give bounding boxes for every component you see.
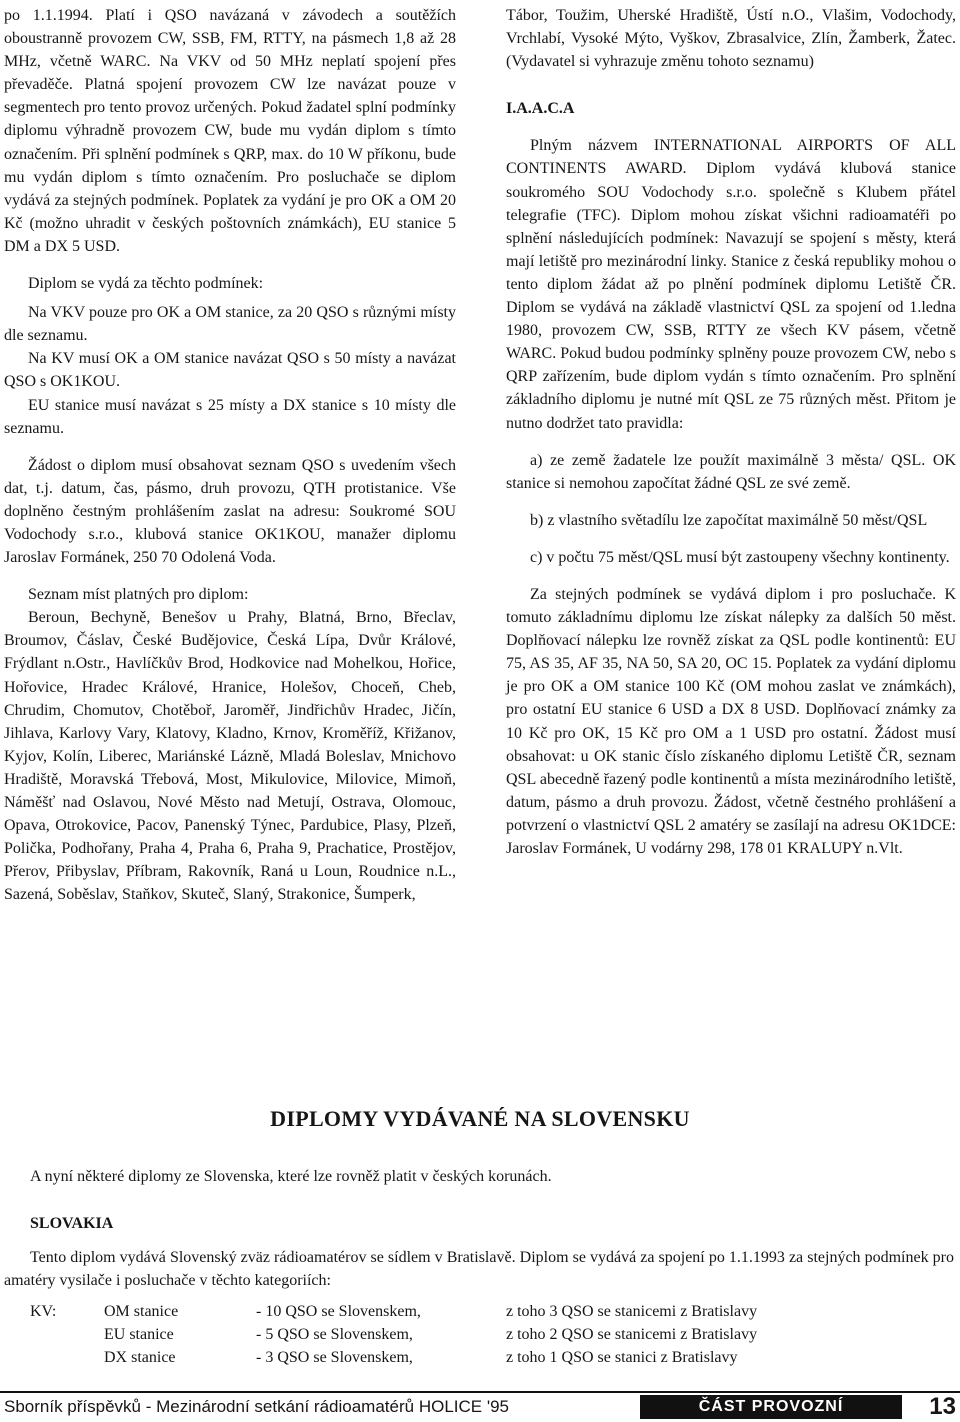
footer-rule bbox=[0, 1391, 960, 1393]
application-paragraph: Žádost o diplom musí obsahovat seznam QSO s uvedením všech dat, t.j. datum, čas, pásmo, druh provozu, QTH protistanice. Vše doplněno čestným prohlášením zaslat na adresu: Soukromé SOU Vodochody s.r.o., klubová stanice OK1KOU, manažer diplomu Jaroslav Formánek, 250 70 Odolená Voda. bbox=[4, 456, 456, 567]
iaaca-title: I.A.A.C.A bbox=[506, 100, 575, 118]
condition-kv: Na KV musí OK a OM stanice navázat QSO s 50 místy a navázat QSO s OK1KOU. bbox=[4, 350, 456, 391]
condition-vkv: Na VKV pouze pro OK a OM stanice, za 20 QSO s různými místy dle seznamu. bbox=[4, 304, 456, 345]
qso-requirement: - 5 QSO se Slovenskem, bbox=[256, 1326, 413, 1343]
page-number: 13 bbox=[929, 1393, 956, 1420]
intro-paragraph: po 1.1.1994. Platí i QSO navázaná v závodech a soutěžích oboustranně provozem CW, SSB, FM, RTTY, na pásmech 1,8 až 28 MHz, včetně WARC. Na VKV od 50 MHz neplatí spojení přes převaděče. Platná spojení provozem CW lze navázat pouze v segmentech pro tento provoz určených. Pokud žadatel splní podmínky diplomu výhradně provozem CW, bude mu vydán diplom s tímto označením. Při splnění podmínek s QRP, max. do 10 W příkonu, bude mu vydán diplom s tímto označením. Pro posluchače se diplom vydává za stejných podmínek. Poplatek za vydání je pro OK a OM 20 Kč (možno uhradit v českých poštovních známkách), EU stanice 5 DM a DX 5 USD. bbox=[4, 7, 456, 255]
conditions-heading: Diplom se vydá za těchto podmínek: bbox=[28, 275, 264, 293]
places-list-continued: Tábor, Toužim, Uherské Hradiště, Ústí n.O., Vlašim, Vodochody, Vrchlabí, Vysoké Mýto, Vyškov, Zbrasalvice, Zlín, Žamberk, Žatec. (Vydavatel si vyhrazuje změnu tohoto seznamu) bbox=[506, 7, 956, 71]
condition-eu: EU stanice musí navázat s 25 místy a DX stanice s 10 místy dle seznamu. bbox=[4, 396, 456, 437]
footer-title: Sborník příspěvků - Mezinárodní setkání rádioamatérů HOLICE '95 bbox=[4, 1397, 509, 1416]
category-label: OM stanice bbox=[104, 1303, 179, 1320]
left-column bbox=[4, 4, 456, 906]
slovakia-body: Tento diplom vydává Slovenský zväz rádioamatérov se sídlem v Bratislavě. Diplom se vydává za spojení po 1.1.1993 za stejných podmínek pro amatéry vysilače i posluchače v těchto kategoriích: bbox=[4, 1249, 954, 1289]
qso-requirement: - 10 QSO se Slovenskem, bbox=[256, 1303, 421, 1320]
section-title: DIPLOMY VYDÁVANÉ NA SLOVENSKU bbox=[270, 1106, 690, 1131]
rule-b: b) z vlastního světadílu lze započítat maximálně 50 měst/QSL bbox=[530, 511, 928, 529]
qso-requirement: - 3 QSO se Slovenskem, bbox=[256, 1349, 413, 1366]
section-intro: A nyní některé diplomy ze Slovenska, které lze rovněž platit v českých korunách. bbox=[30, 1168, 552, 1185]
places-heading: Seznam míst platných pro diplom: bbox=[28, 586, 249, 604]
iaaca-body: Plným názvem INTERNATIONAL AIRPORTS OF ALL CONTINENTS AWARD. Diplom vydává klubová stanice soukromého SOU Vodochody s.r.o. společně s Klubem přátel telegrafie (TFC). Diplom mohou získat všichni radioamatéři po splnění následujících podmínek: Navazují se spojení s městy, která mají letiště pro mezinárodní linky. Stanice z česká republiky mohou o tento diplom žádat až po plnění podmínek diplomu Letiště ČR. Diplom se vydává na základě vlastnictví QSL za spojení od 1.ledna 1980, provozem CW, SSB, RTTY ze všech KV pásem, včetně WARC. Pokud budou podmínky splněny pouze provozem CW, nebo s QRP zařízením, bude diplom vydán s tímto označením. Pro splnění základního diplomu je nutné mít QSL ze 75 různých měst. Přitom je nutno dodržet tato pravidla: bbox=[506, 137, 956, 432]
bratislava-note: z toho 1 QSO se stanici z Bratislavy bbox=[506, 1349, 738, 1366]
listeners-paragraph: Za stejných podmínek se vydává diplom i pro posluchače. K tomuto základnímu diplomu lze získat nálepky za dalších 50 měst. Doplňovací nálepku lze rovněž získat za QSL podle kontinentů: EU 75, AS 35, AF 35, NA 50, SA 20, OC 15. Poplatek za vydání diplomu je pro OK a OM stanice 100 Kč (OM mohou zaslat ve známkách), pro ostatní EU stanice 6 USD a DX 8 USD. Doplňovací známky za 10 Kč pro OK, 15 Kč pro OM a 1 USD pro ostatní. Žádost musí obsahovat: u OK stanic číslo získaného diplomu Letiště ČR, seznam QSL abecedně řazený podle kontinentů a místa mezinárodního letiště, datum, pásmo a druh provozu. Žádost, včetně čestného prohlášení a potvrzení o vlastnictví QSL 2 amatéry se zasílají na adresu OK1DCE: Jaroslav Formánek, U vodárny 298, 178 01 KRALUPY n.Vlt. bbox=[506, 585, 956, 857]
places-list: Beroun, Bechyně, Benešov u Prahy, Blatná, Brno, Břeclav, Broumov, Čáslav, České Budějovice, Česká Lípa, Dvůr Králové, Frýdlant n.Ostr., Havlíčkův Brod, Hodkovice nad Mohelkou, Hořice, Hořovice, Hradec Králové, Hranice, Holešov, Choceň, Cheb, Chrudim, Chomutov, Chotěboř, Jaroměř, Jindřichův Hradec, Jičín, Jihlava, Karlovy Vary, Klatovy, Kladno, Krnov, Kroměříž, Křižanov, Kyjov, Kolín, Liberec, Mariánské Lázně, Mladá Boleslav, Mnichovo Hradiště, Moravská Třebová, Most, Mikulovice, Milovice, Mimoň, Náměšť nad Oslavou, Nové Město nad Metují, Ostrava, Olomouc, Opava, Otrokovice, Pacov, Panenský Týnec, Pardubice, Plasy, Plzeň, Polička, Podhořany, Praha 4, Praha 6, Praha 9, Prachatice, Prostějov, Přerov, Přibyslav, Příbram, Rakovník, Raná u Loun, Roudnice n.L., Sazená, Soběslav, Staňkov, Skuteč, Slaný, Strakonice, Šumperk, bbox=[4, 609, 456, 904]
category-row bbox=[30, 1323, 930, 1346]
slovakia-title: SLOVAKIA bbox=[30, 1215, 114, 1232]
bratislava-note: z toho 2 QSO se stanicemi z Bratislavy bbox=[506, 1326, 758, 1343]
bratislava-note: z toho 3 QSO se stanicemi z Bratislavy bbox=[506, 1303, 758, 1320]
category-label: DX stanice bbox=[104, 1349, 176, 1366]
category-row bbox=[30, 1300, 930, 1323]
rule-c: c) v počtu 75 měst/QSL musí být zastoupeny všechny kontinenty. bbox=[530, 548, 950, 566]
right-column bbox=[506, 4, 956, 860]
band-label: KV: bbox=[30, 1303, 57, 1320]
footer-section-badge: ČÁST PROVOZNÍ bbox=[640, 1395, 902, 1419]
category-row bbox=[30, 1346, 930, 1369]
category-table bbox=[30, 1300, 930, 1369]
category-label: EU stanice bbox=[104, 1326, 174, 1343]
rule-a: a) ze země žadatele lze použít maximálně 3 města/ QSL. OK stanice si nemohou započítat žádné QSL ze své země. bbox=[506, 451, 956, 492]
